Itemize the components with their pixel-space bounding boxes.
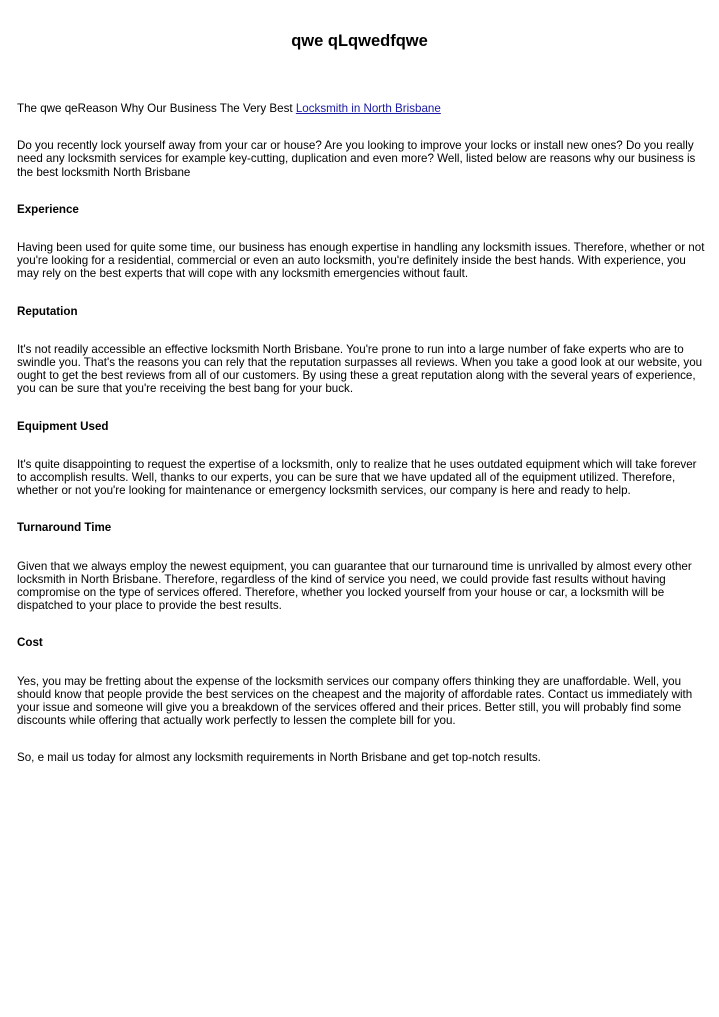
section-heading-turnaround-time: Turnaround Time — [17, 521, 112, 535]
document-body — [17, 102, 705, 789]
section-heading-equipment-used: Equipment Used — [17, 419, 109, 433]
section-body-turnaround-time: Given that we always employ the newest equipment, you can guarantee that our turnaround time is unrivalled by almost every other locksmith in North Brisbane. Therefore, regardless of the kind of service you need, we could provide fast results without having compromise on the type of services offered. Therefore, whether you locked yourself from your house or car, a locksmith will be dispatched to your place to provide the best results. — [17, 559, 692, 613]
closing-paragraph: So, e mail us today for almost any locksmith requirements in North Brisbane and get top-notch results. — [17, 751, 541, 765]
section-heading-reputation: Reputation — [17, 304, 78, 318]
section-body-cost: Yes, you may be fretting about the expense of the locksmith services our company offers thinking they are unaffordable. Well, you should know that people provide the best services on the cheapest and the majority of affordable rates. Contact us immediately with your issue and someone will give you a breakdown of the services offered and their prices. Better still, you will probably find some discounts while offering that actually work perfectly to lessen the complete bill for you. — [17, 674, 693, 728]
section-body-experience: Having been used for quite some time, our business has enough expertise in handling any locksmith issues. Therefore, whether or not you're looking for a residential, commercial or even an auto locksmith, you're definitely inside the best hands. With experience, you may rely on the best experts that will cope with any locksmith emergencies without fault. — [17, 241, 705, 281]
section-heading-experience: Experience — [17, 202, 79, 216]
section-body-reputation: It's not readily accessible an effective locksmith North Brisbane. You're prone to run into a large number of fake experts who are to swindle you. That's the reasons you can rely that the reputation surpasses all reviews. When you take a good look at our website, you ought to get the best reviews from all of our customers. By using these a great reputation along with the several years of experience, you can be sure that you're receiving the best bang for your buck. — [17, 342, 703, 396]
lead-paragraph: Do you recently lock yourself away from your car or house? Are you looking to improve your locks or install new ones? Do you really need any locksmith services for example key-cutting, duplication and even more? Well, listed below are reasons why our business is the best locksmith North Brisbane — [17, 139, 696, 179]
document-title: qwe qLqwedfqwe — [291, 32, 428, 50]
intro-paragraph — [17, 102, 705, 115]
intro-text: The qwe qeReason Why Our Business The Very Best — [17, 102, 296, 115]
section-heading-cost: Cost — [17, 636, 43, 650]
section-body-equipment-used: It's quite disappointing to request the expertise of a locksmith, only to realize that he uses outdated equipment which will take forever to accomplish results. Well, thanks to our experts, you can be sure that we have updated all of the equipment utilized. Therefore, whether or not you're looking for maintenance or emergency locksmith services, our company is here and ready to help. — [17, 457, 697, 498]
locksmith-link[interactable]: Locksmith in North Brisbane — [295, 102, 441, 115]
